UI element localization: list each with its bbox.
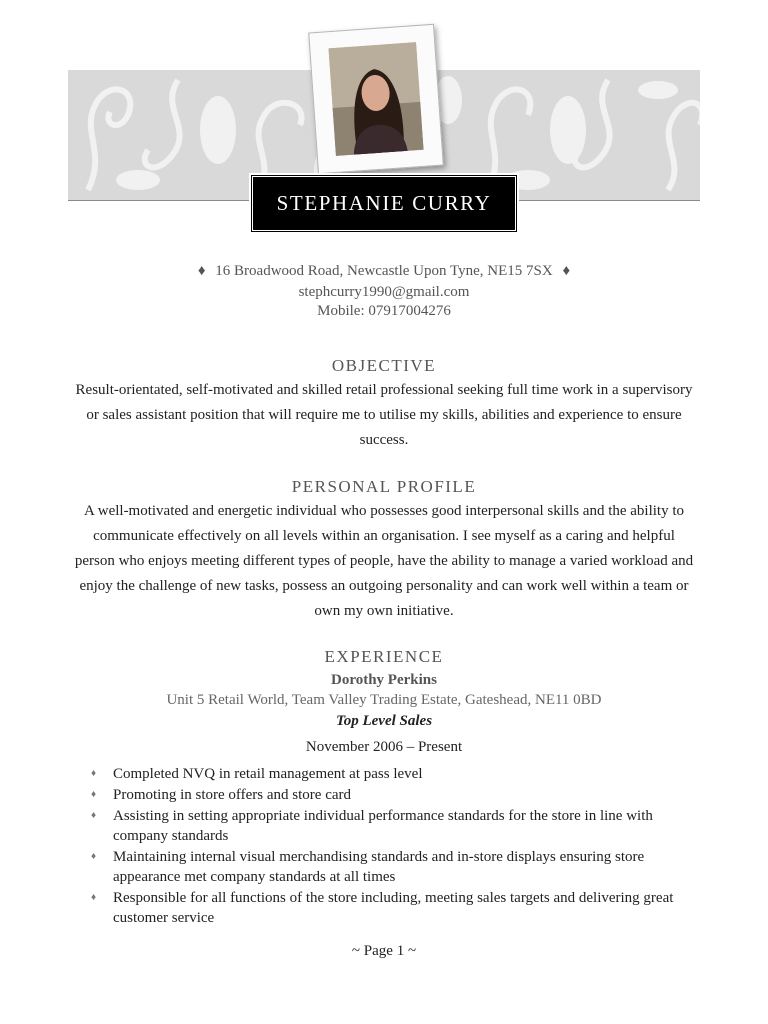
list-item: ♦ Maintaining internal visual merchandising standards and in-store displays ensuring store appearance met company standards at all times	[91, 849, 645, 885]
list-item: ♦ Responsible for all functions of the store including, meeting sales targets and delivering great customer service	[91, 890, 674, 926]
profile-title: PERSONAL PROFILE	[291, 477, 477, 496]
profile-photo-frame	[308, 24, 444, 174]
address: 16 Broadwood Road, Newcastle Upon Tyne, NE15 7SX	[215, 263, 553, 279]
diamond-icon: ♦	[197, 263, 206, 279]
list-item: ♦ Assisting in setting appropriate individual performance standards for the store in line with company standards	[91, 808, 653, 844]
responsibility-list	[88, 764, 698, 929]
page-number: ~ Page 1 ~	[351, 943, 417, 959]
bullet-icon: ♦	[91, 789, 97, 800]
diamond-icon: ♦	[562, 263, 571, 279]
list-item: ♦ Promoting in store offers and store card	[91, 787, 352, 803]
job-role: Top Level Sales	[335, 713, 433, 729]
objective-text: Result-orientated, self-motivated and skilled retail professional seeking full time work in a supervisory or sales assistant position that will require me to utilise my skills, abilities and experience to ensure success.	[75, 382, 693, 448]
bullet-icon: ♦	[91, 892, 97, 903]
experience-title: EXPERIENCE	[324, 647, 444, 666]
profile-photo	[328, 42, 423, 156]
bullet-icon: ♦	[91, 851, 97, 862]
candidate-name: STEPHANIE CURRY	[252, 176, 516, 231]
mobile: Mobile: 07917004276	[317, 303, 451, 319]
list-item: ♦ Completed NVQ in retail management at pass level	[91, 766, 423, 782]
employer-location: Unit 5 Retail World, Team Valley Trading Estate, Gateshead, NE11 0BD	[166, 692, 602, 708]
address-line	[0, 262, 768, 281]
email[interactable]: stephcurry1990@gmail.com	[298, 284, 470, 300]
employer: Dorothy Perkins	[331, 672, 437, 688]
objective-title: OBJECTIVE	[331, 356, 437, 375]
name-box	[249, 173, 519, 234]
job-dates: November 2006 – Present	[305, 739, 463, 755]
profile-text: A well-motivated and energetic individual who possesses good interpersonal skills and the ability to communicate effectively on all levels within an organisation. I see myself as a caring and helpful person who enjoys meeting different types of people, have the ability to manage a varied workload and enjoy the challenge of new tasks, possess an outgoing personality and can work well within a team or own my own initiative.	[74, 503, 694, 619]
bullet-icon: ♦	[91, 810, 97, 821]
bullet-icon: ♦	[91, 768, 97, 779]
